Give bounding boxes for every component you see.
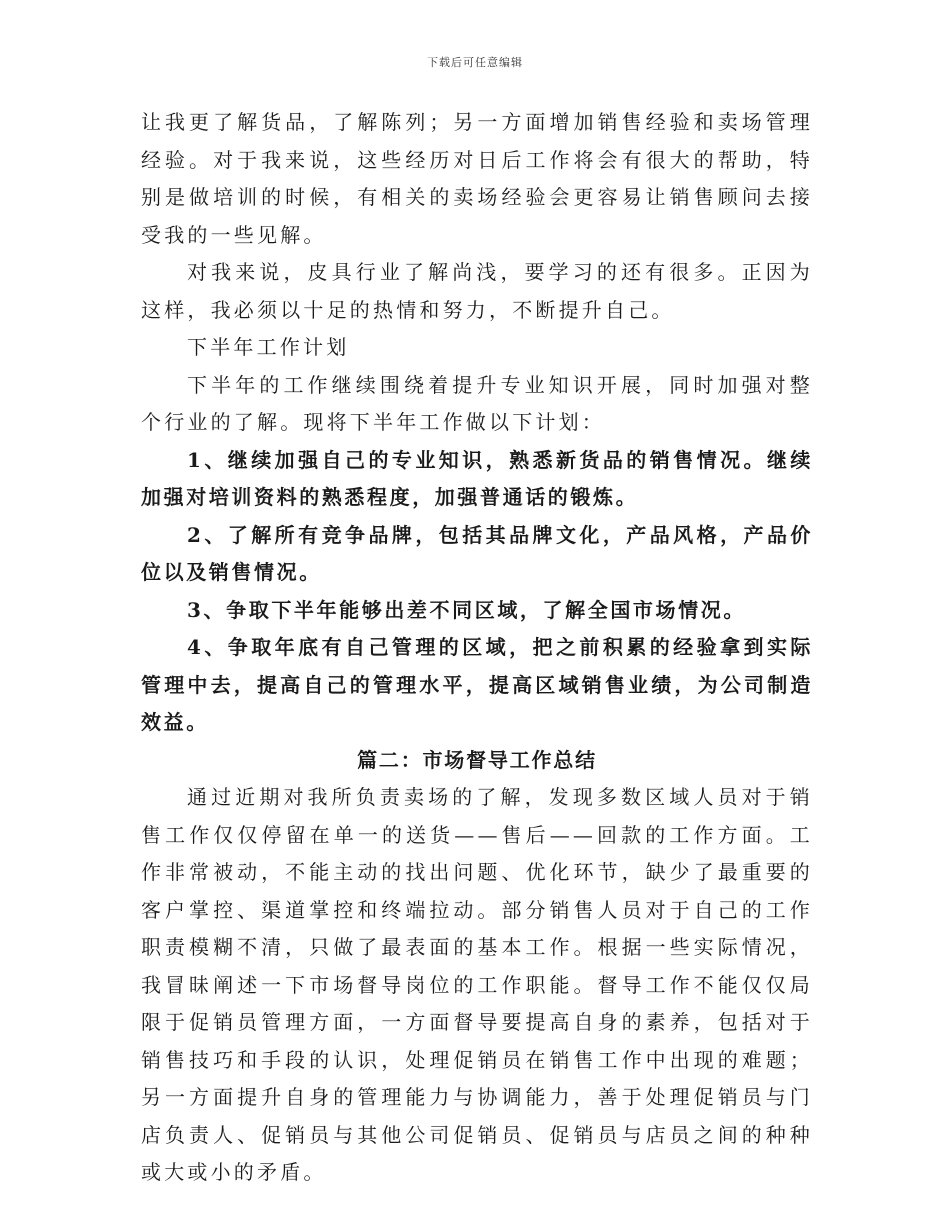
document-body (141, 104, 813, 1192)
plan-item-4: 4、争取年底有自己管理的区域，把之前积累的经验拿到实际管理中去，提高自己的管理水平，提高区域销售业绩，为公司制造效益。 (141, 635, 813, 734)
paragraph-plan-intro: 下半年的工作继续围绕着提升专业知识开展，同时加强对整个行业的了解。现将下半年工作做以下计划： (141, 372, 813, 434)
paragraph-supervision-summary: 通过近期对我所负责卖场的了解，发现多数区域人员对于销售工作仅仅停留在单一的送货——售后——回款的工作方面。工作非常被动，不能主动的找出问题、优化环节，缺少了最重要的客户掌控、渠道掌控和终端拉动。部分销售人员对于自己的工作职责模糊不清，只做了最表面的基本工作。根据一些实际情况，我冒昧阐述一下市场督导岗位的工作职能。督导工作不能仅仅局限于促销员管理方面，一方面督导要提高自身的素养，包括对于销售技巧和手段的认识，处理促销员在销售工作中出现的难题；另一方面提升自身的管理能力与协调能力，善于处理促销员与门店负责人、促销员与其他公司促销员、促销员与店员之间的种种或大或小的矛盾。 (141, 785, 813, 1184)
paragraph-continuation: 让我更了解货品，了解陈列；另一方面增加销售经验和卖场管理经验。对于我来说，这些经历对日后工作将会有很大的帮助，特别是做培训的时候，有相关的卖场经验会更容易让销售顾问去接受我的一些见解。 (141, 110, 813, 247)
article-title: 篇二：市场督导工作总结 (357, 747, 597, 772)
section-heading-plan: 下半年工作计划 (187, 335, 350, 359)
plan-item-1: 1、继续加强自己的专业知识，熟悉新货品的销售情况。继续加强对培训资料的熟悉程度，加强普通话的锻炼。 (141, 447, 813, 509)
paragraph-reflection: 对我来说，皮具行业了解尚浅，要学习的还有很多。正因为这样，我必须以十足的热情和努力，不断提升自己。 (141, 260, 813, 322)
page-header: 下载后可任意编辑 (427, 56, 523, 69)
plan-item-3: 3、争取下半年能够出差不同区域，了解全国市场情况。 (187, 597, 746, 622)
plan-item-2: 2、了解所有竞争品牌，包括其品牌文化，产品风格，产品价位以及销售情况。 (141, 522, 813, 584)
